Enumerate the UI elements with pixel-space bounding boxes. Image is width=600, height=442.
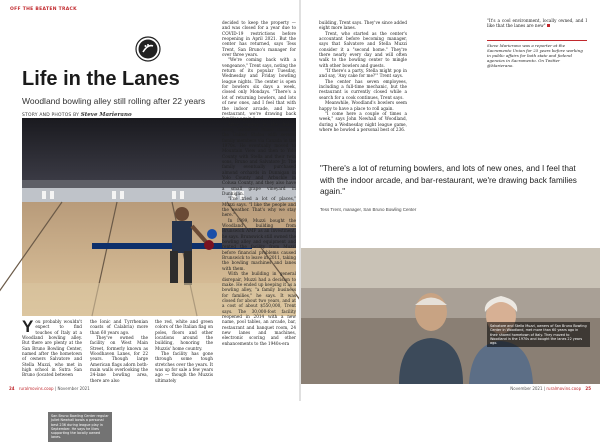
author-note-rule: [487, 40, 587, 41]
owners-photo-caption: Salvatore and Stella Muzzi, owners of San Bruno Bowling Center in Woodland, met more than 60 years ago in their shared hometown of Italy. They moved to Woodland in the 1970s and bought the lanes 22 years ago.: [487, 322, 590, 347]
left-page: [0, 0, 299, 440]
body-column-4: decided to keep the property — and was closed for a year due to COVID-19 restrictions before reopening in April 2021. But the center has returned, says Tess Trent, San Bruno's manager for over three years. "We're coming back with a vengeance," Trent says, noting the return of its popular Tuesday, Wednesday and Friday bowling league nights. The center is open for bowlers six days a week, closed only Mondays. "There's a lot of returning bowlers, and lots of new ones, and I feel that with the indoor arcade, and bar-restaurant, we're drawing back families again." After serving in the Italian Army, Salvatore Muzzi came to the United States with several family members via Canada in the 1970s. He eventually moved to Mountain View and then to Yolo County with Stella and their twin sons, Bruno and Salvatore Jr. The family eventually purchased almond orchards in Dunnigan in Yolo County and Arbuckle in Colusa County, and they also have a small grape vineyard in Dunnigan. "I've tried a lot of places," Muzzi says. "I like the people and the weather. That's why we stay here." In 1999, Muzzi bought the Woodland building from Brunswick AMF as an investment, he says. Brunswick still owned the bowling alley and equipment and rented the facility from Muzzi before financial problems caused Brunswick to leave in 2011, taking the bowling machines and lanes with them. With the building in general disrepair, Muzzi had a decision to make. He ended up keeping it as a bowling alley, "a family business for families," he says. It was closed for about two years, and at a cost of about $550,000, Trent says. The 30,000-foot facility reopened in 2014 with a new name, pool tables, an arcade, bar, restaurant and banquet room, 24 new lanes and machines, electronic scoring and other enhancements to the 1940s-era: [222, 20, 296, 346]
author-note: Steve Marierano was a reporter at the Sacramento Union for 25 years before working in public affairs for both state and federal agencies in Sacramento. On Twitter @Marierano.: [487, 43, 583, 69]
body-column-5: building, Trent says. They've since added eight more lanes. Trent, who started as the center's accountant before becoming manager, says that Salvatore and Stella Muzzi consider it a "second home." They're there nearly every day and will often walk to the bowling center to mingle with other bowlers and guests. "If there's a party, Stella might pop in and say, 'Any cake for me?'" Trent says. The center has seven employees, including a full-time mechanic, but the restaurant is currently closed while a search for a cook continues, Trent says. Meanwhile, Woodland's bowlers seem happy to have a place to roll again. "I come here a couple of times a week," says John Newhall of Woodland, during a Wednesday night league game, where he bowled a personal best of 236.: [319, 20, 407, 132]
byline-prefix: STORY AND PHOTOS BY: [22, 113, 80, 118]
owners-photo: [301, 248, 600, 384]
end-mark-icon: [547, 24, 550, 27]
body-column-3: the red, white and green colors of the Italian flag on poles, floors and other locations around the building, honoring the Muzzis' home country. The facility has gone through some tough stretches over the years. It was up for sale a few years ago — though the Muzzis ultimately: [155, 319, 213, 383]
bowling-logo-icon: [135, 36, 161, 62]
main-photo-caption: San Bruno Bowling Center regular Juliet Newhall bowls a personal best 236 during league play in September. He says he likes supporting the locally owned lanes.: [48, 412, 112, 442]
body-column-2: the Ionic and Tyrrhenian coasts of Calabria) more than 60 years ago. They've owned the facility on West Main Street, formerly known as Woodhaven Lanes, for 22 years. Though large American flags adorn both-main walls overlooking the 24-lane bowling area, there are also: [90, 319, 148, 383]
pull-quote: "There's a lot of returning bowlers, and lots of new ones, and I feel that with the indoor arcade, and bar-restaurant, we're drawing back families again.": [320, 164, 577, 196]
byline-author: Steve Marierano: [80, 112, 132, 118]
article-subtitle: Woodland bowling alley still rolling after 22 years: [22, 96, 206, 106]
body-column-1: You probably wouldn't expect to find touches of Italy at a Woodland bowling alley. But there are plenty at the San Bruno Bowling Center, named after the hometown of owners Salvatore and Stella Muzzi, who met in high school in Sutra San Bruno (located between: [22, 317, 82, 378]
drop-cap: Y: [22, 317, 34, 336]
pull-quote-attribution: Tess Trent, manager, San Bruno Bowling Center: [320, 207, 417, 212]
section-tag: OFF THE BEATEN TRACK: [10, 7, 77, 12]
right-footer: November 2021 | ruralmovins.coop 25: [510, 386, 591, 391]
owners-illustration: [301, 248, 600, 384]
left-footer: 24 ruralmovins.coop | November 2021: [9, 386, 90, 391]
article-title: Life in the Lanes: [22, 68, 180, 90]
closing-quote: "It's a cool environment, locally owned, and I like that the lanes are new": [487, 18, 587, 29]
